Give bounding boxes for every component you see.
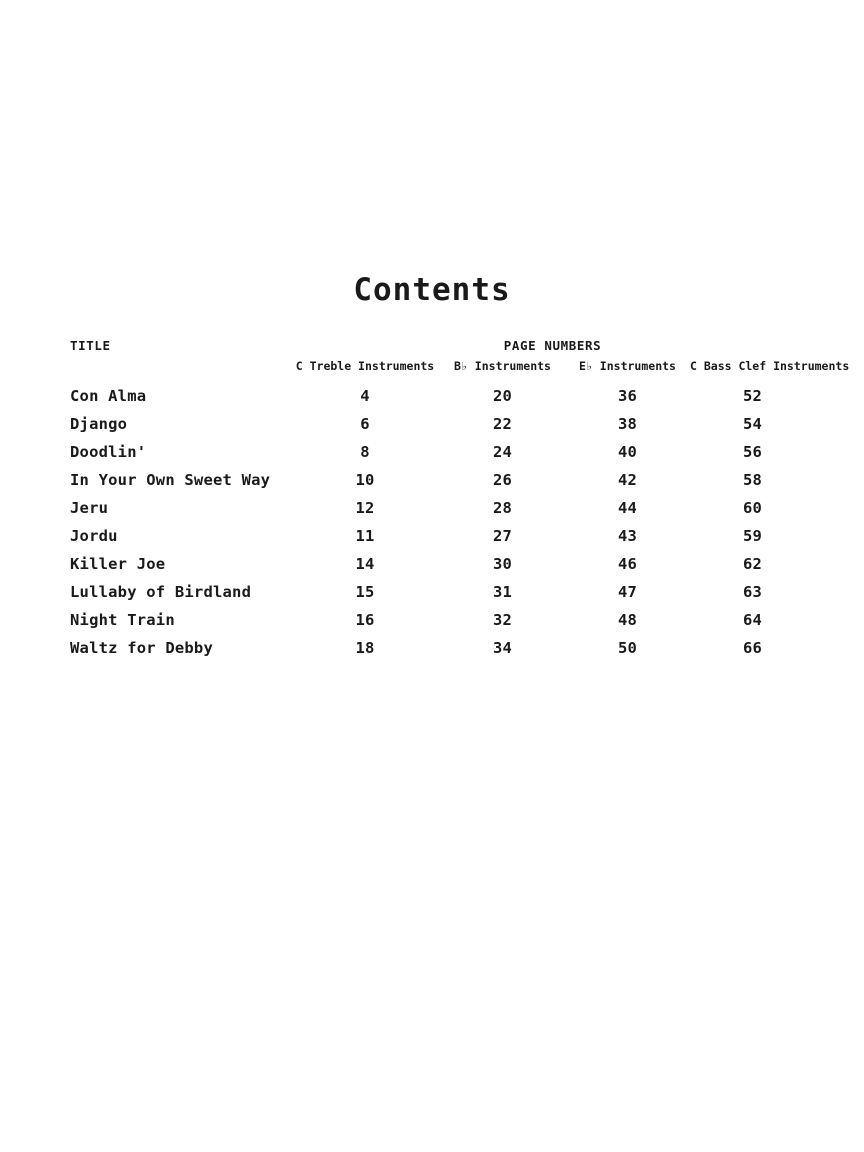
page-number-c-bass: 60 — [742, 499, 763, 517]
page-number-eb: 44 — [617, 499, 638, 517]
page-number-eb: 36 — [617, 387, 638, 405]
page-number-c-treble: 8 — [360, 443, 370, 461]
song-title: Doodlin' — [70, 443, 147, 461]
page-title: Contents — [353, 272, 511, 308]
page-number-c-treble: 6 — [360, 415, 370, 433]
page-number-bb: 24 — [492, 443, 513, 461]
page-number-bb: 31 — [492, 583, 513, 601]
page-number-bb: 30 — [492, 555, 513, 573]
page-number-eb: 48 — [617, 611, 638, 629]
table-row — [70, 497, 815, 525]
page-number-c-treble: 12 — [355, 499, 375, 517]
page-number-c-bass: 63 — [742, 583, 763, 601]
page-number-eb: 40 — [617, 443, 638, 461]
page-number-c-treble: 14 — [355, 555, 375, 573]
page-number-c-bass: 56 — [742, 443, 763, 461]
subheader-c-treble: C Treble Instruments — [295, 359, 435, 373]
song-title: Killer Joe — [70, 555, 166, 573]
subheader-bb: B♭ Instruments — [454, 359, 551, 373]
page-number-bb: 26 — [492, 471, 513, 489]
subheader-c-bass: C Bass Clef Instruments — [690, 359, 850, 373]
page-number-c-bass: 64 — [742, 611, 763, 629]
page-number-c-treble: 15 — [355, 583, 375, 601]
page-number-bb: 27 — [492, 527, 513, 545]
table-row — [70, 609, 815, 637]
page-number-c-bass: 62 — [742, 555, 763, 573]
page-number-c-bass: 59 — [742, 527, 763, 545]
song-title: Jeru — [70, 499, 109, 517]
table-row — [70, 413, 815, 441]
table-header-row — [70, 338, 815, 359]
song-title: Lullaby of Birdland — [70, 583, 252, 601]
page-number-bb: 20 — [492, 387, 513, 405]
page-number-eb: 47 — [617, 583, 638, 601]
page-number-c-bass: 54 — [742, 415, 763, 433]
page-number-c-treble: 4 — [360, 387, 370, 405]
page-number-eb: 46 — [617, 555, 638, 573]
song-title: Night Train — [70, 611, 175, 629]
page-number-eb: 42 — [617, 471, 638, 489]
page-number-bb: 34 — [492, 639, 513, 657]
subheader-spacer — [70, 359, 290, 385]
table-row — [70, 637, 815, 665]
page-number-c-bass: 66 — [742, 639, 763, 657]
page-number-c-treble: 11 — [355, 527, 375, 545]
page-number-bb: 22 — [492, 415, 513, 433]
column-header-title: TITLE — [70, 338, 111, 353]
song-title: Con Alma — [70, 387, 147, 405]
table-subheader-row — [70, 359, 815, 385]
page-number-eb: 38 — [617, 415, 638, 433]
song-title: Waltz for Debby — [70, 639, 213, 657]
page-number-bb: 32 — [492, 611, 513, 629]
column-header-page-numbers: PAGE NUMBERS — [503, 338, 602, 353]
page-number-c-bass: 58 — [742, 471, 763, 489]
page-number-eb: 43 — [617, 527, 638, 545]
table-row — [70, 525, 815, 553]
song-title: In Your Own Sweet Way — [70, 471, 271, 489]
page-number-c-bass: 52 — [742, 387, 763, 405]
page-number-c-treble: 10 — [355, 471, 375, 489]
song-title: Django — [70, 415, 128, 433]
page-number-eb: 50 — [617, 639, 638, 657]
subheader-eb: E♭ Instruments — [579, 359, 676, 373]
table-row — [70, 553, 815, 581]
table-row — [70, 581, 815, 609]
contents-table — [70, 338, 850, 665]
table-row — [70, 441, 815, 469]
song-title: Jordu — [70, 527, 118, 545]
table-row — [70, 385, 815, 413]
page-number-c-treble: 16 — [355, 611, 375, 629]
page-number-c-treble: 18 — [355, 639, 375, 657]
table-of-contents — [70, 338, 850, 665]
table-row — [70, 469, 815, 497]
page-number-bb: 28 — [492, 499, 513, 517]
